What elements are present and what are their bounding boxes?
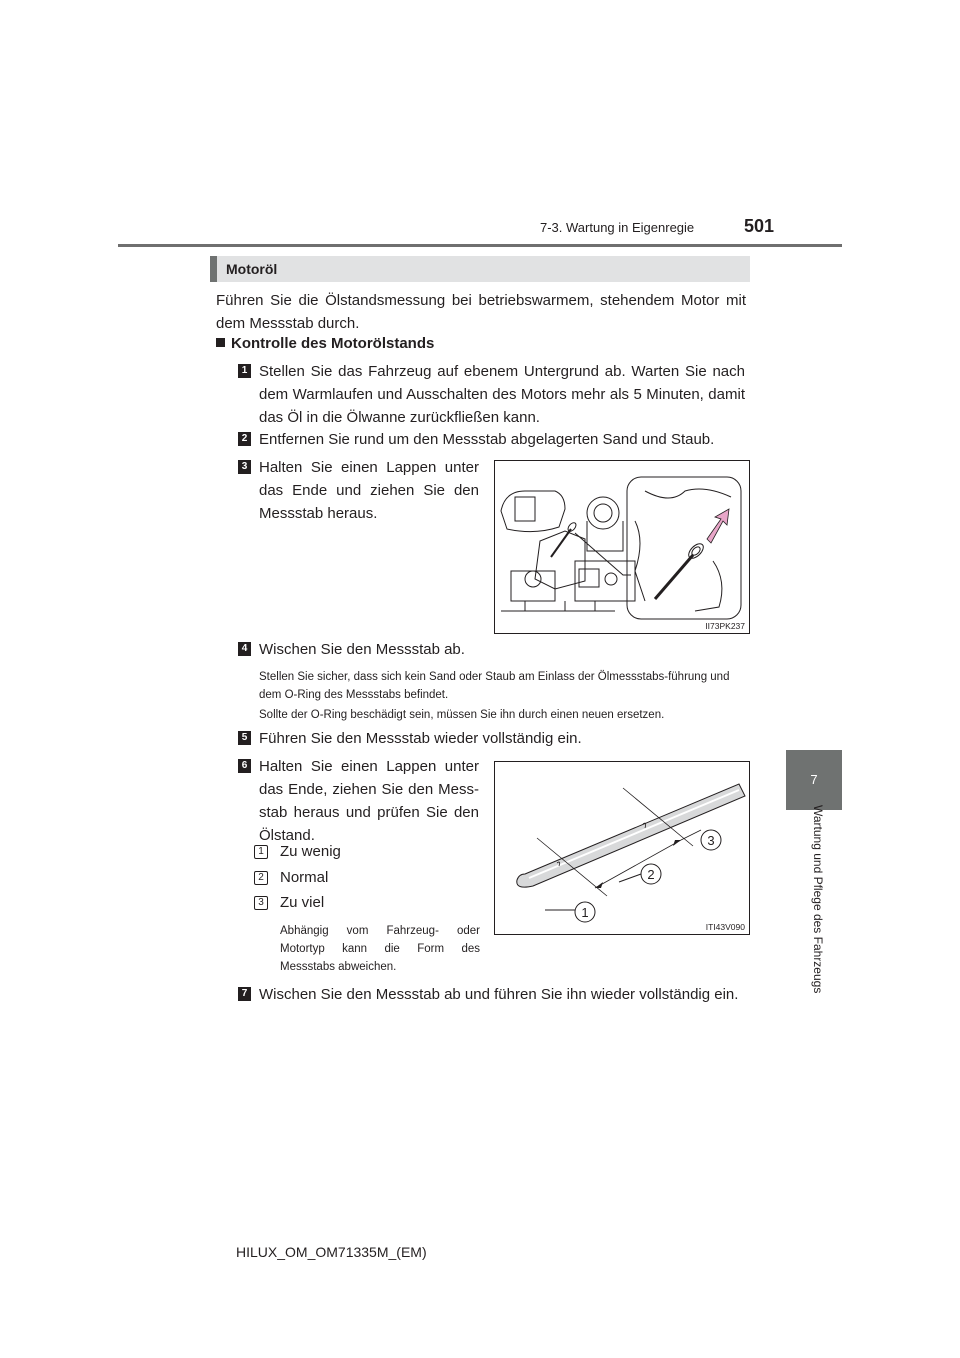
dipstick-figure: [494, 761, 750, 935]
chapter-tab-label: Wartung und Pflege des Fahrzeugs: [811, 805, 825, 994]
callout-3: 3: [707, 833, 715, 848]
step-2-badge: 2: [238, 432, 251, 446]
level-3-badge: 3: [254, 896, 268, 910]
intro-text: Führen Sie die Ölstandsmessung bei betriebswarmem, stehendem Motor mit dem Messstab durch.: [216, 292, 746, 332]
step-2-text: Entfernen Sie rund um den Messstab abgelagerten Sand und Staub.: [259, 431, 715, 448]
step-4-note: Stellen Sie sicher, dass sich kein Sand oder Staub am Einlass der Ölmessstabs-führung und dem O-Ring des Messstabs befindet.: [259, 671, 730, 701]
level-1-label: Zu wenig: [280, 843, 341, 860]
step-3-text: Halten Sie einen Lappen unter das Ende und ziehen Sie den Messstab heraus.: [259, 459, 479, 522]
step-7-badge: 7: [238, 987, 251, 1001]
engine-illustration: [495, 461, 749, 633]
step-4-text: Wischen Sie den Messstab ab.: [259, 641, 465, 658]
level-2-badge: 2: [254, 871, 268, 885]
level-3-label: Zu viel: [280, 894, 325, 911]
step-6-note: Abhängig vom Fahrzeug- oder Motortyp kann die Form des Messstabs abweichen.: [280, 925, 480, 973]
header-rule: [118, 244, 842, 247]
step-1-text: Stellen Sie das Fahrzeug auf ebenem Untergrund ab. Warten Sie nach dem Warmlaufen und Ausschalten des Motors mehr als 5 Minuten, damit das Öl in die Ölwanne zurückfließen kann.: [259, 363, 745, 426]
level-1-badge: 1: [254, 845, 268, 859]
step-7-text: Wischen Sie den Messstab ab und führen Sie ihn wieder vollständig ein.: [259, 986, 739, 1003]
chapter-title: 7-3. Wartung in Eigenregie: [540, 220, 695, 235]
dipstick-illustration: [495, 762, 749, 934]
subheading: [216, 335, 434, 352]
section-marker: [210, 256, 217, 282]
square-bullet-icon: [216, 338, 225, 347]
engine-figure: [494, 460, 750, 634]
step-4-note-2: Sollte der O-Ring beschädigt sein, müssen Sie ihn durch einen neuen ersetzen.: [259, 709, 665, 721]
chapter-tab[interactable]: 7: [786, 750, 842, 810]
step-5-badge: 5: [238, 731, 251, 745]
step-3-badge: 3: [238, 460, 251, 474]
step-1-badge: 1: [238, 364, 251, 378]
callout-1: 1: [581, 905, 589, 920]
step-4-badge: 4: [238, 642, 251, 656]
section-header: [210, 256, 750, 282]
subheading-text: Kontrolle des Motorölstands: [231, 335, 435, 352]
document-footer: HILUX_OM_OM71335M_(EM): [236, 1244, 427, 1260]
engine-figure-code: II73PK237: [705, 621, 745, 631]
step-6-text: Halten Sie einen Lappen unter das Ende, ziehen Sie den Mess-stab heraus und prüfen Sie den Ölstand.: [259, 758, 479, 844]
step-5-text: Führen Sie den Messstab wieder vollständig ein.: [259, 730, 582, 747]
page-number: 501: [744, 216, 775, 236]
dipstick-figure-code: ITI43V090: [705, 922, 745, 932]
callout-2: 2: [647, 867, 655, 882]
step-6-badge: 6: [238, 759, 251, 773]
section-title: Motoröl: [226, 261, 278, 277]
level-2-label: Normal: [280, 869, 329, 886]
